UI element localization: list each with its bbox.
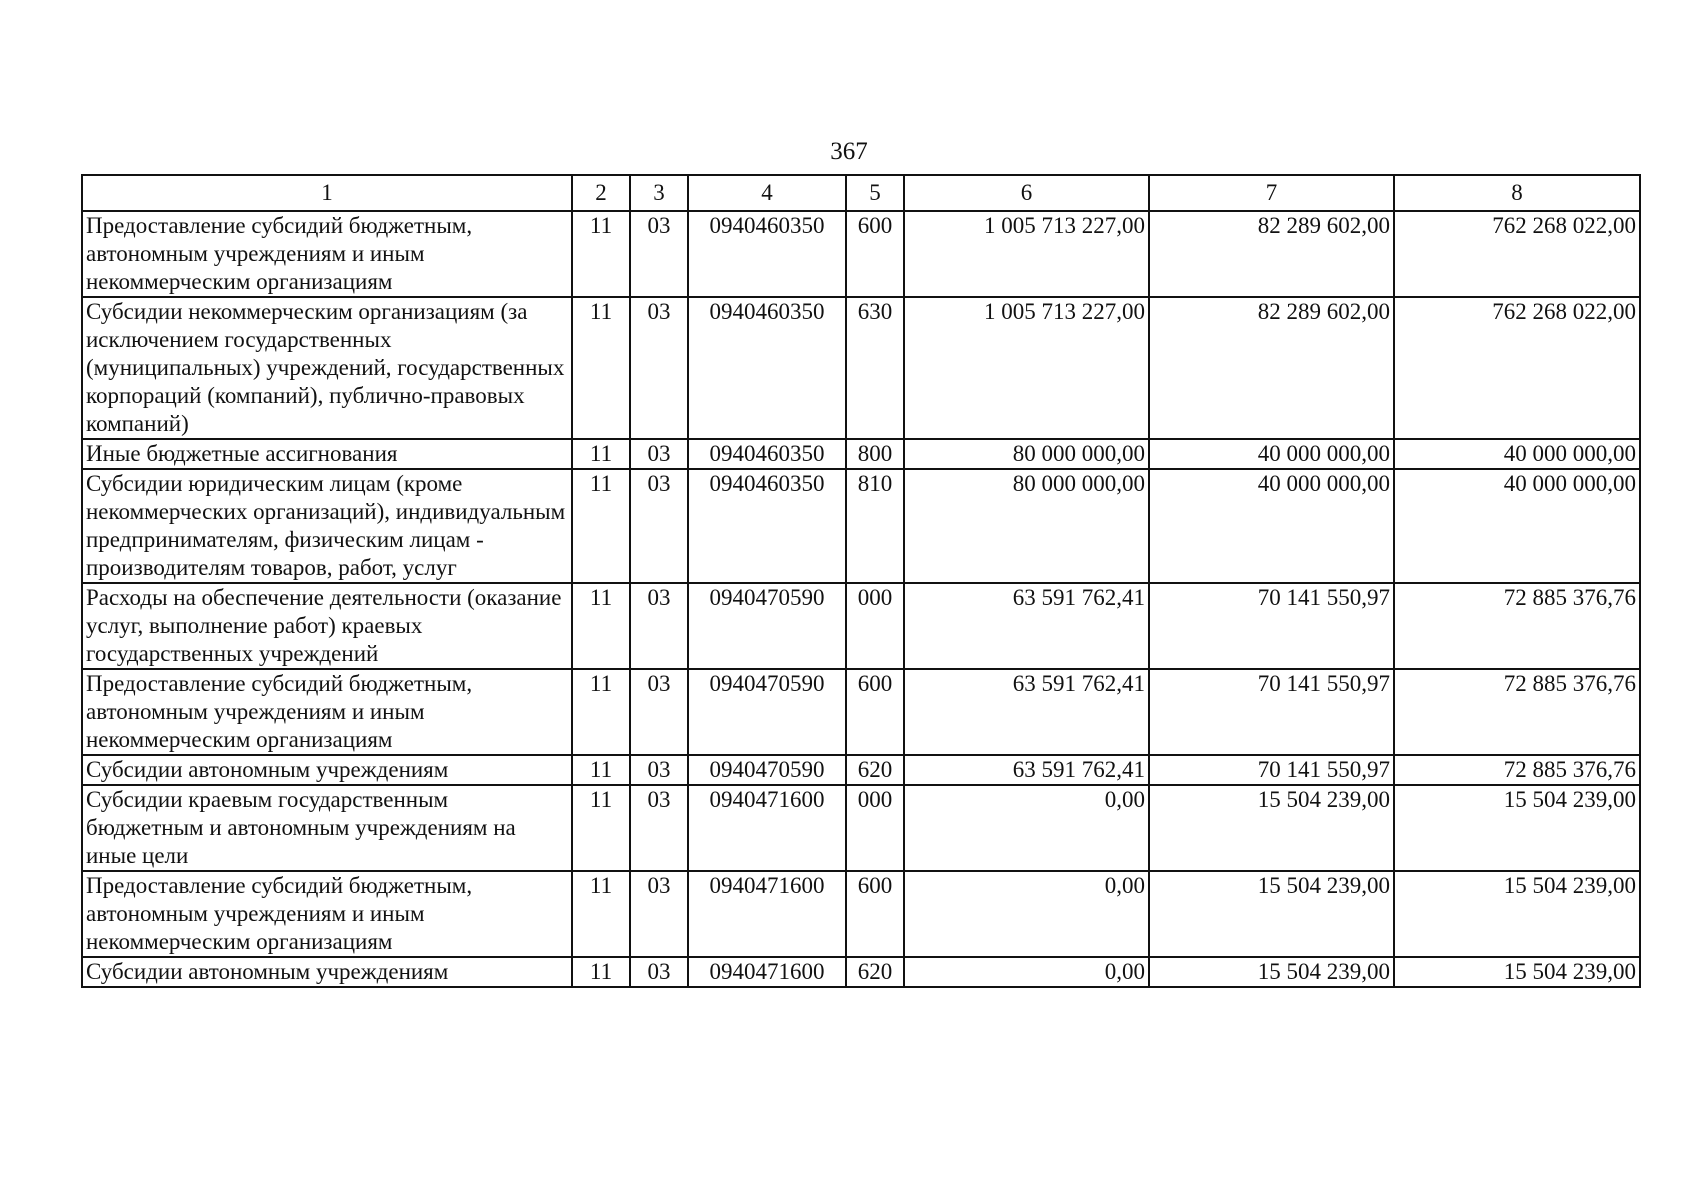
target-article-code: 0940471600 — [688, 785, 846, 871]
amount-col8: 40 000 000,00 — [1394, 469, 1640, 583]
target-article-code: 0940460350 — [688, 439, 846, 469]
row-description: Предоставление субсидий бюджетным, автономным учреждениям и иным некоммерческим организациям — [82, 211, 572, 297]
table-row — [82, 755, 1640, 785]
section-code: 11 — [572, 211, 630, 297]
amount-col6: 0,00 — [904, 785, 1149, 871]
budget-table — [81, 174, 1641, 988]
subsection-code: 03 — [630, 439, 688, 469]
subsection-code: 03 — [630, 297, 688, 439]
subsection-code: 03 — [630, 469, 688, 583]
row-description: Предоставление субсидий бюджетным, автономным учреждениям и иным некоммерческим организациям — [82, 871, 572, 957]
amount-col8: 72 885 376,76 — [1394, 755, 1640, 785]
page-number: 367 — [830, 138, 868, 165]
table-row — [82, 957, 1640, 987]
subsection-code: 03 — [630, 957, 688, 987]
amount-col6: 0,00 — [904, 871, 1149, 957]
expense-type-code: 630 — [846, 297, 904, 439]
table-row — [82, 785, 1640, 871]
table-row — [82, 211, 1640, 297]
target-article-code: 0940460350 — [688, 297, 846, 439]
amount-col6: 80 000 000,00 — [904, 439, 1149, 469]
subsection-code: 03 — [630, 871, 688, 957]
expense-type-code: 620 — [846, 755, 904, 785]
expense-type-code: 810 — [846, 469, 904, 583]
column-header: 4 — [688, 175, 846, 211]
amount-col7: 70 141 550,97 — [1149, 583, 1394, 669]
amount-col6: 1 005 713 227,00 — [904, 297, 1149, 439]
table-row — [82, 669, 1640, 755]
row-description: Предоставление субсидий бюджетным, автономным учреждениям и иным некоммерческим организациям — [82, 669, 572, 755]
section-code: 11 — [572, 297, 630, 439]
amount-col8: 15 504 239,00 — [1394, 871, 1640, 957]
amount-col8: 40 000 000,00 — [1394, 439, 1640, 469]
expense-type-code: 620 — [846, 957, 904, 987]
amount-col8: 72 885 376,76 — [1394, 669, 1640, 755]
expense-type-code: 000 — [846, 785, 904, 871]
subsection-code: 03 — [630, 211, 688, 297]
column-header: 2 — [572, 175, 630, 211]
column-header: 5 — [846, 175, 904, 211]
amount-col7: 40 000 000,00 — [1149, 469, 1394, 583]
column-header: 7 — [1149, 175, 1394, 211]
column-header: 3 — [630, 175, 688, 211]
section-code: 11 — [572, 871, 630, 957]
row-description: Субсидии автономным учреждениям — [82, 755, 572, 785]
expense-type-code: 800 — [846, 439, 904, 469]
amount-col6: 1 005 713 227,00 — [904, 211, 1149, 297]
amount-col7: 15 504 239,00 — [1149, 871, 1394, 957]
target-article-code: 0940470590 — [688, 755, 846, 785]
amount-col6: 63 591 762,41 — [904, 669, 1149, 755]
section-code: 11 — [572, 957, 630, 987]
row-description: Субсидии юридическим лицам (кроме некоммерческих организаций), индивидуальным предпринимателям, физическим лицам - производителям товаров, работ, услуг — [82, 469, 572, 583]
expense-type-code: 600 — [846, 211, 904, 297]
amount-col7: 70 141 550,97 — [1149, 669, 1394, 755]
amount-col8: 762 268 022,00 — [1394, 297, 1640, 439]
subsection-code: 03 — [630, 583, 688, 669]
amount-col8: 72 885 376,76 — [1394, 583, 1640, 669]
amount-col8: 15 504 239,00 — [1394, 785, 1640, 871]
target-article-code: 0940471600 — [688, 957, 846, 987]
amount-col6: 63 591 762,41 — [904, 583, 1149, 669]
expense-type-code: 000 — [846, 583, 904, 669]
section-code: 11 — [572, 669, 630, 755]
column-header: 1 — [82, 175, 572, 211]
table-row — [82, 469, 1640, 583]
amount-col8: 762 268 022,00 — [1394, 211, 1640, 297]
section-code: 11 — [572, 583, 630, 669]
section-code: 11 — [572, 439, 630, 469]
amount-col7: 82 289 602,00 — [1149, 211, 1394, 297]
amount-col6: 0,00 — [904, 957, 1149, 987]
subsection-code: 03 — [630, 669, 688, 755]
row-description: Иные бюджетные ассигнования — [82, 439, 572, 469]
expense-type-code: 600 — [846, 871, 904, 957]
target-article-code: 0940471600 — [688, 871, 846, 957]
amount-col6: 80 000 000,00 — [904, 469, 1149, 583]
section-code: 11 — [572, 785, 630, 871]
table-row — [82, 439, 1640, 469]
column-header: 6 — [904, 175, 1149, 211]
column-header: 8 — [1394, 175, 1640, 211]
subsection-code: 03 — [630, 785, 688, 871]
expense-type-code: 600 — [846, 669, 904, 755]
subsection-code: 03 — [630, 755, 688, 785]
target-article-code: 0940460350 — [688, 469, 846, 583]
section-code: 11 — [572, 469, 630, 583]
table-row — [82, 297, 1640, 439]
amount-col7: 15 504 239,00 — [1149, 957, 1394, 987]
amount-col6: 63 591 762,41 — [904, 755, 1149, 785]
row-description: Субсидии некоммерческим организациям (за исключением государственных (муниципальных) учреждений, государственных корпораций (компаний), публично-правовых компаний) — [82, 297, 572, 439]
amount-col7: 82 289 602,00 — [1149, 297, 1394, 439]
table-row — [82, 583, 1640, 669]
row-description: Расходы на обеспечение деятельности (оказание услуг, выполнение работ) краевых государственных учреждений — [82, 583, 572, 669]
row-description: Субсидии автономным учреждениям — [82, 957, 572, 987]
header-row — [82, 175, 1640, 211]
amount-col7: 40 000 000,00 — [1149, 439, 1394, 469]
section-code: 11 — [572, 755, 630, 785]
table-row — [82, 871, 1640, 957]
row-description: Субсидии краевым государственным бюджетным и автономным учреждениям на иные цели — [82, 785, 572, 871]
target-article-code: 0940470590 — [688, 583, 846, 669]
amount-col8: 15 504 239,00 — [1394, 957, 1640, 987]
target-article-code: 0940460350 — [688, 211, 846, 297]
amount-col7: 70 141 550,97 — [1149, 755, 1394, 785]
amount-col7: 15 504 239,00 — [1149, 785, 1394, 871]
target-article-code: 0940470590 — [688, 669, 846, 755]
